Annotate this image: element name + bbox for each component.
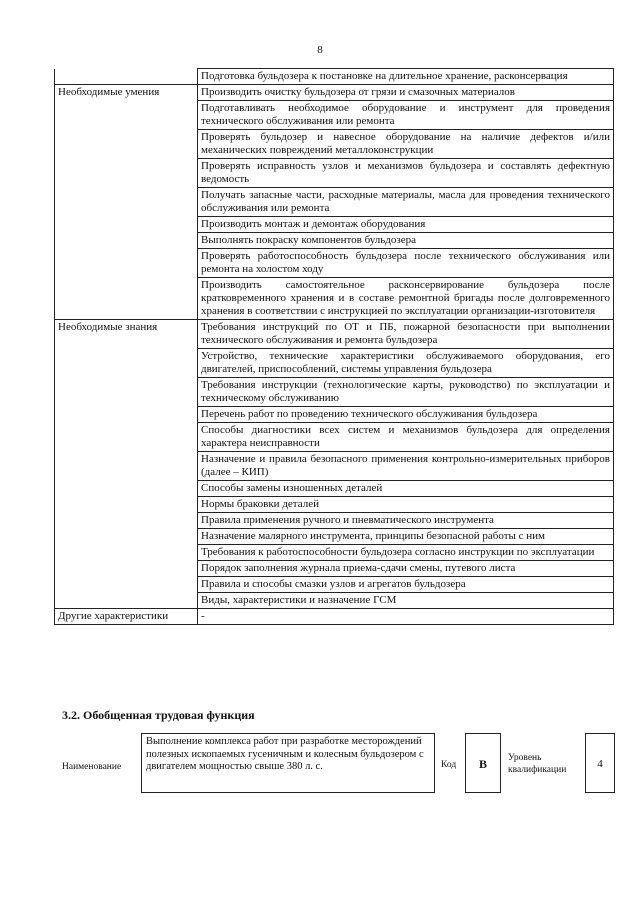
code-box: B	[465, 733, 501, 793]
table-row	[55, 217, 614, 233]
table-row	[55, 497, 614, 513]
row-category-label: Необходимые умения	[55, 85, 198, 101]
row-text: Перечень работ по проведению технического обслуживания бульдозера	[198, 407, 614, 423]
row-text: Нормы браковки деталей	[198, 497, 614, 513]
table-row	[55, 545, 614, 561]
row-text: -	[198, 609, 614, 625]
row-text: Производить самостоятельное расконсервирование бульдозера после кратковременного хранения и в составе ремонтной бригады после долговременного хранения в соответствии с инструкцией по эксплуатации организации-изготовителя	[198, 278, 614, 320]
row-text: Устройство, технические характеристики обслуживаемого оборудования, его двигателей, приспособлений, системы управления бульдозера	[198, 349, 614, 378]
row-text: Требования к работоспособности бульдозера согласно инструкции по эксплуатации	[198, 545, 614, 561]
code-label: Код	[441, 760, 457, 770]
row-category-label	[55, 497, 198, 513]
row-text: Производить монтаж и демонтаж оборудования	[198, 217, 614, 233]
row-category-label	[55, 233, 198, 249]
table-row	[55, 481, 614, 497]
row-category-label	[55, 561, 198, 577]
row-text: Проверять работоспособность бульдозера после технического обслуживания или ремонта на холостом ходу	[198, 249, 614, 278]
table-row	[55, 378, 614, 407]
row-category-label	[55, 529, 198, 545]
table-row	[55, 349, 614, 378]
row-category-label	[55, 452, 198, 481]
table-row	[55, 85, 614, 101]
row-category-label: Другие характеристики	[55, 609, 198, 625]
row-category-label	[55, 278, 198, 320]
qualification-level-label: Уровень квалификации	[508, 753, 567, 775]
row-text: Требования инструкций по ОТ и ПБ, пожарной безопасности при выполнении технического обслуживания и ремонта бульдозера	[198, 320, 614, 349]
row-category-label	[55, 349, 198, 378]
table-row	[55, 423, 614, 452]
row-category-label	[55, 130, 198, 159]
row-category-label	[55, 188, 198, 217]
row-text: Назначение малярного инструмента, принципы безопасной работы с ним	[198, 529, 614, 545]
row-category-label	[55, 545, 198, 561]
row-category-label: Необходимые знания	[55, 320, 198, 349]
table-row	[55, 249, 614, 278]
function-name-box: Выполнение комплекса работ при разработке месторождений полезных ископаемых гусеничным и колесным бульдозером с двигателем мощностью свыше 380 л. с.	[141, 733, 435, 793]
table-row	[55, 561, 614, 577]
row-text: Требования инструкции (технологические карты, руководство) по эксплуатации и техническому обслуживанию	[198, 378, 614, 407]
table-row	[55, 577, 614, 593]
row-text: Правила применения ручного и пневматического инструмента	[198, 513, 614, 529]
row-category-label	[55, 249, 198, 278]
section-title: 3.2. Обобщенная трудовая функция	[62, 708, 255, 722]
row-text: Порядок заполнения журнала приема-сдачи смены, путевого листа	[198, 561, 614, 577]
row-category-label	[55, 577, 198, 593]
table-row	[55, 407, 614, 423]
row-text: Способы диагностики всех систем и механизмов бульдозера для определения характера неисправности	[198, 423, 614, 452]
row-text: Производить очистку бульдозера от грязи и смазочных материалов	[198, 85, 614, 101]
table-row	[55, 233, 614, 249]
row-text: Способы замены изношенных деталей	[198, 481, 614, 497]
table-row	[55, 69, 614, 85]
qualification-level-box: 4	[585, 733, 615, 793]
row-category-label	[55, 513, 198, 529]
table-row	[55, 513, 614, 529]
table-row	[55, 529, 614, 545]
table-body	[55, 69, 614, 625]
row-category-label	[55, 159, 198, 188]
table-row	[55, 452, 614, 481]
page-number: 8	[317, 44, 323, 56]
row-text: Проверять исправность узлов и механизмов бульдозера и составлять дефектную ведомость	[198, 159, 614, 188]
table-row	[55, 320, 614, 349]
row-text: Выполнять покраску компонентов бульдозера	[198, 233, 614, 249]
row-text: Проверять бульдозер и навесное оборудование на наличие дефектов и/или механических повреждений металлоконструкции	[198, 130, 614, 159]
table-row	[55, 130, 614, 159]
row-text: Назначение и правила безопасного применения контрольно-измерительных приборов (далее – КИП)	[198, 452, 614, 481]
row-category-label	[55, 423, 198, 452]
row-text: Подготавливать необходимое оборудование и инструмент для проведения технического обслуживания или ремонта	[198, 101, 614, 130]
table-row	[55, 593, 614, 609]
name-label: Наименование	[62, 762, 122, 772]
row-text: Подготовка бульдозера к постановке на длительное хранение, расконсервация	[198, 69, 614, 85]
row-category-label	[55, 481, 198, 497]
row-text: Правила и способы смазки узлов и агрегатов бульдозера	[198, 577, 614, 593]
table-row	[55, 609, 614, 625]
row-category-label	[55, 378, 198, 407]
row-text: Виды, характеристики и назначение ГСМ	[198, 593, 614, 609]
row-category-label	[55, 101, 198, 130]
table-row	[55, 101, 614, 130]
table-row	[55, 188, 614, 217]
row-category-label	[55, 407, 198, 423]
row-category-label	[55, 217, 198, 233]
skills-knowledge-table	[54, 68, 614, 625]
table-row	[55, 159, 614, 188]
table-row	[55, 278, 614, 320]
row-category-label	[55, 69, 198, 85]
row-category-label	[55, 593, 198, 609]
row-text: Получать запасные части, расходные материалы, масла для проведения технического обслуживания или ремонта	[198, 188, 614, 217]
